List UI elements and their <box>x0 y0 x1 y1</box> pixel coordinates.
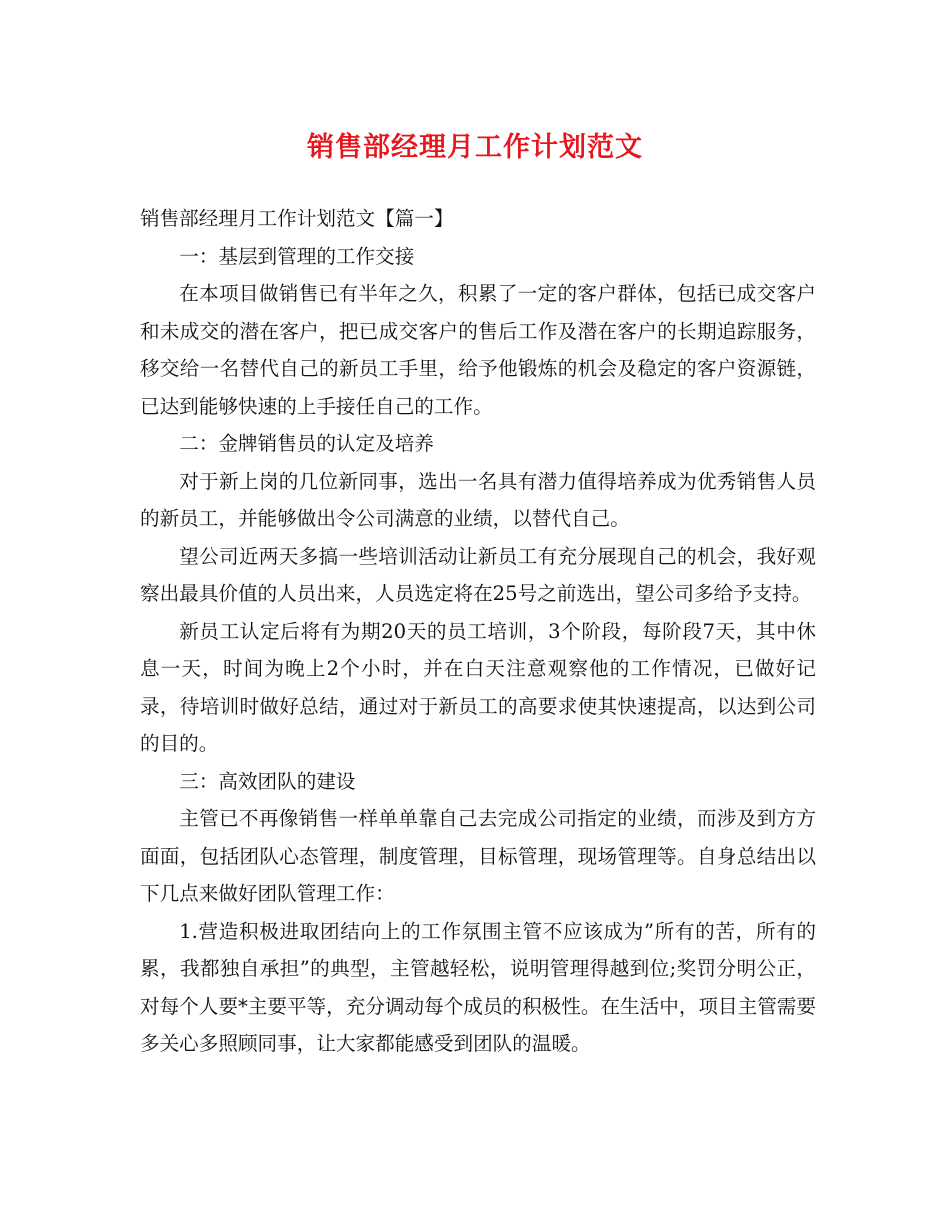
paragraph: 1.营造积极进取团结向上的工作氛围主管不应该成为”所有的苦，所有的累，我都独自承担”的典型，主管越轻松，说明管理得越到位;奖罚分明公正，对每个人要*主要平等，充分调动每个成员的积极性。在生活中，项目主管需要多关心多照顾同事，让大家都能感受到团队的温暖。 <box>140 919 816 1055</box>
paragraph: 望公司近两天多搞一些培训活动让新员工有充分展现自己的机会，我好观察出最具价值的人员出来，人员选定将在25号之前选出，望公司多给予支持。 <box>140 544 816 605</box>
paragraph: 新员工认定后将有为期20天的员工培训，3个阶段，每阶段7天，其中休息一天，时间为晚上2个小时，并在白天注意观察他的工作情况，已做好记录，待培训时做好总结，通过对于新员工的高要求使其快速提高，以达到公司的目的。 <box>140 619 816 755</box>
document-body <box>140 200 816 1063</box>
paragraph: 对于新上岗的几位新同事，选出一名具有潜力值得培养成为优秀销售人员的新员工，并能够做出令公司满意的业绩，以替代自己。 <box>140 469 816 530</box>
section-heading: 销售部经理月工作计划范文【篇一】 <box>140 207 454 230</box>
subsection-heading: 二：金牌销售员的认定及培养 <box>179 432 434 455</box>
paragraph: 在本项目做销售已有半年之久，积累了一定的客户群体，包括已成交客户和未成交的潜在客户，把已成交客户的售后工作及潜在客户的长期追踪服务，移交给一名替代自己的新员工手里，给予他锻炼的机会及稳定的客户资源链，已达到能够快速的上手接任自己的工作。 <box>140 282 816 418</box>
paragraph: 主管已不再像销售一样单单靠自己去完成公司指定的业绩，而涉及到方方面面，包括团队心态管理，制度管理，目标管理，现场管理等。自身总结出以下几点来做好团队管理工作： <box>140 807 816 905</box>
subsection-heading: 一：基层到管理的工作交接 <box>179 244 415 268</box>
subsection-heading: 三：高效团队的建设 <box>179 769 356 793</box>
document-title: 销售部经理月工作计划范文 <box>307 132 643 163</box>
